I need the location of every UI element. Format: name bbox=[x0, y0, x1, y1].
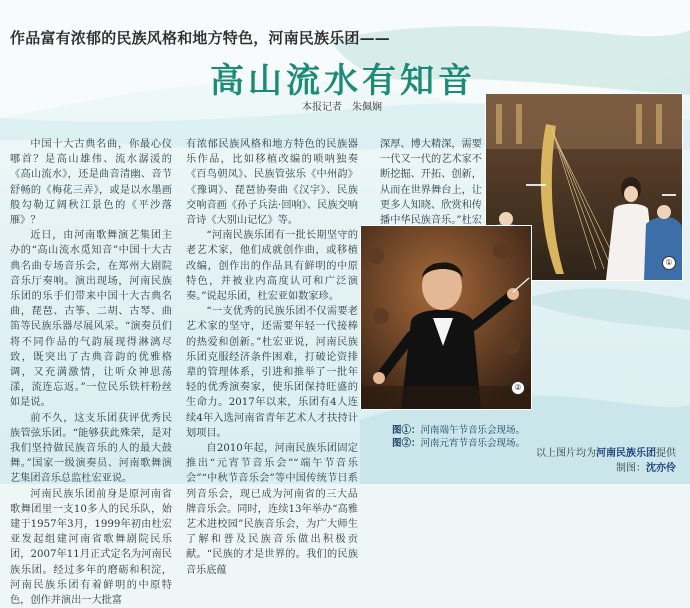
paragraph: “河南民族乐团有一批长期坚守的老艺术家，他们成就创作曲，或移植改编，创作出的作品具有鲜明的中原特色，并被业内高度认可和广泛演奏。”说起乐团，杜宏亚如数家珍。 bbox=[186, 230, 358, 303]
photo-badge-2: ② bbox=[511, 381, 525, 395]
paragraph: “一支优秀的民族乐团不仅需要老艺术家的坚守，还需要年轻一代接棒的热爱和创新。”杜宏亚说，河南民族乐团克服经济条件困难，打破论资排辈的管理体系，引进和推举了一批年轻的优秀演奏家，使乐团保持旺盛的生命力。2017年以来，乐团有4人连续4年入选河南省青年艺术人才扶持计划项目。 bbox=[186, 306, 358, 439]
paragraph: 中国十大古典名曲，你最心仪哪首？是高山雄伟、流水潺湲的《高山流水》，还是曲音清幽、音节舒畅的《梅花三弄》，或是以水墨画般勾勒辽阔秋江景色的《平沙落雁》？ bbox=[10, 139, 172, 227]
column-1 bbox=[10, 137, 172, 608]
photo-credit bbox=[536, 446, 676, 476]
paragraph: 深厚、博大精深，需要一代又一代的艺术家不断挖掘、开拓、创新，从而在世界舞台上，让更多人知晓、欣赏和传播中华民族音乐。”杜宏 bbox=[380, 139, 482, 227]
conductor-photo-graphic bbox=[361, 226, 531, 409]
article-title: 高山流水有知音 bbox=[210, 61, 476, 101]
paragraph: 前不久，这支乐团获评优秀民族管弦乐团。“能够获此殊荣，是对我们坚持做民族音乐的人的最大鼓舞。”国家一级演奏员、河南歌舞演艺集团音乐总监杜宏亚说。 bbox=[10, 412, 172, 485]
caption-1 bbox=[392, 424, 525, 437]
designer-name: 沈亦伶 bbox=[646, 463, 676, 474]
paragraph: 河南民族乐团前身是原河南省歌舞团里一支10多人的民乐队，始建于1957年3月，1999年初由杜宏亚发起组建河南省歌舞剧院民乐团，2007年11月正式定名为河南民族乐团。经过多年的磨砺和积淀，河南民族乐团有着鲜明的中原特色，创作并演出一大批富 bbox=[10, 488, 172, 607]
paragraph: 近日，由河南歌舞演艺集团主办的“高山流水觅知音”中国十大古典名曲专场音乐会，在郑州大剧院音乐厅奏响。演出现场，河南民族乐团的乐手们带来中国十大古典名曲，琵琶、古筝、二胡、古琴、曲笛等民族乐器尽展风采。“演奏员们将不同作品的气韵展现得淋漓尽致，既突出了古典音韵的优雅格调，又充满激情，让听众神思荡漾，流连忘返。”一位民乐铁杆粉丝如是说。 bbox=[10, 230, 172, 409]
photo-lantern-festival-concert bbox=[360, 225, 532, 410]
credit-suffix: 提供 bbox=[656, 448, 676, 459]
caption-2 bbox=[392, 437, 525, 450]
caption-label: 图②： bbox=[392, 438, 421, 449]
credit-prefix: 以上图片均为 bbox=[536, 448, 596, 459]
credit-line-2 bbox=[536, 461, 676, 476]
caption-label: 图①： bbox=[392, 425, 421, 436]
photo-badge-1: ① bbox=[662, 256, 676, 270]
photo-captions bbox=[392, 424, 525, 450]
paragraph: 自2010年起，河南民族乐团固定推出“元宵节音乐会”“端午节音乐会”“中秋节音乐会”等中国传统节日系列音乐会，现已成为河南省的三大品牌音乐会。同时，连续13年举办“高雅艺术进校园”民族音乐会，为广大师生了解和普及民族音乐做出积极贡献。“民族的才是世界的。我们的民族音乐底蕴 bbox=[186, 443, 358, 576]
column-2 bbox=[186, 137, 358, 578]
caption-text: 河南元宵节音乐会现场。 bbox=[420, 438, 526, 449]
credit-organization: 河南民族乐团 bbox=[596, 448, 656, 459]
caption-text: 河南端午节音乐会现场。 bbox=[420, 425, 526, 436]
designer-label: 制图： bbox=[616, 463, 646, 474]
paragraph: 有浓郁民族风格和地方特色的民族器乐作品，比如移植改编的唢呐独奏《百鸟朝凤》、民族管弦乐《中州韵》《豫调》、琵琶协奏曲《汉字》、民族交响音画《孙子兵法·回响》、民族交响音诗《大别山记忆》等。 bbox=[186, 139, 358, 227]
byline: 本报记者 朱佩娴 bbox=[302, 102, 382, 113]
kicker-headline: 作品富有浓郁的民族风格和地方特色，河南民族乐团—— bbox=[10, 29, 391, 47]
credit-line-1 bbox=[536, 446, 676, 461]
